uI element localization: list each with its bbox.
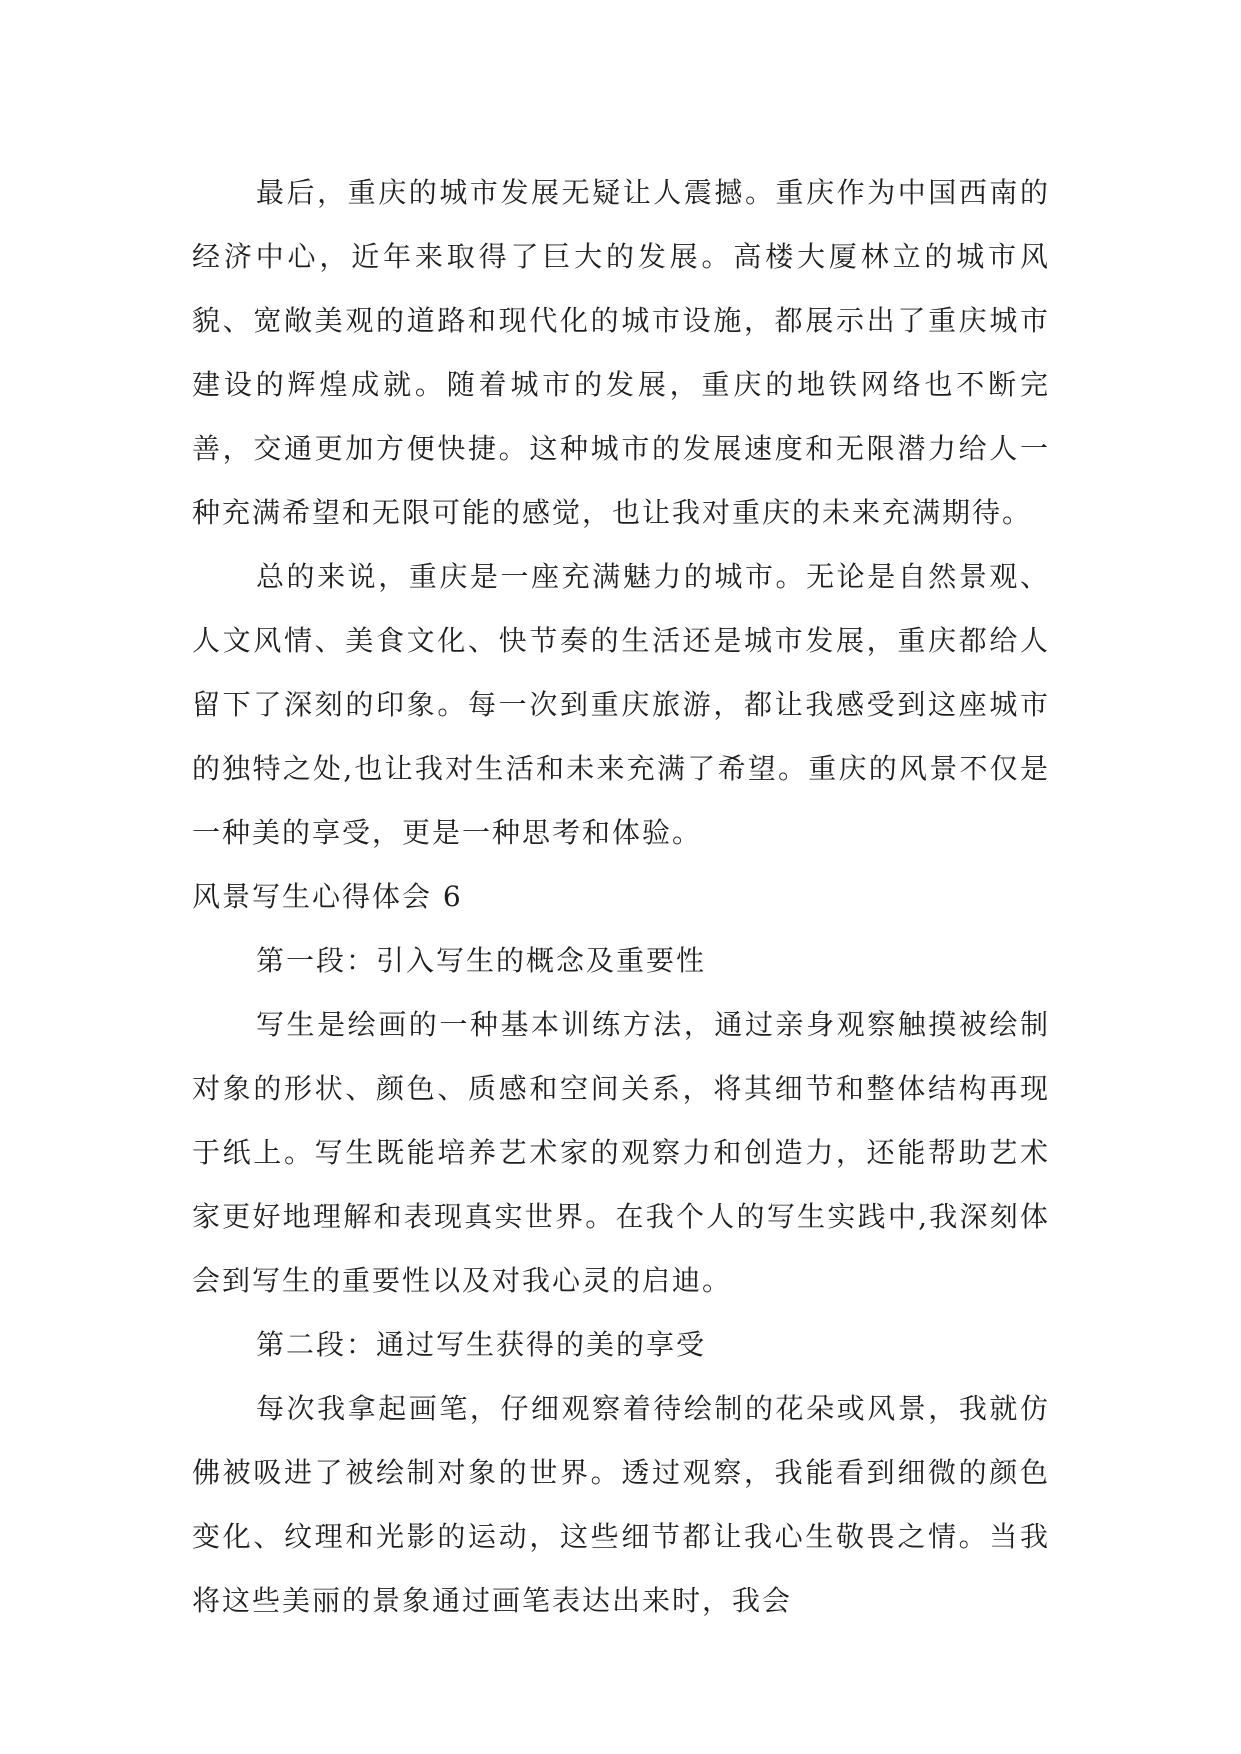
paragraph-sketching-intro: 写生是绘画的一种基本训练方法，通过亲身观察触摸被绘制对象的形状、颜色、质感和空间关系，将其细节和整体结构再现于纸上。写生既能培养艺术家的观察力和创造力，还能帮助艺术家更好地理解和表现真实世界。在我个人的写生实践中,我深刻体会到写生的重要性以及对我心灵的启迪。 <box>192 1008 1050 1297</box>
subheading-part-two: 第二段：通过写生获得的美的享受 <box>256 1328 707 1361</box>
section-title: 风景写生心得体会 6 <box>192 880 463 913</box>
document-body <box>192 161 1050 1633</box>
paragraph-chongqing-summary: 总的来说，重庆是一座充满魅力的城市。无论是自然景观、人文风情、美食文化、快节奏的生活还是城市发展，重庆都给人留下了深刻的印象。每一次到重庆旅游，都让我感受到这座城市的独特之处,也让我对生活和未来充满了希望。重庆的风景不仅是一种美的享受，更是一种思考和体验。 <box>192 560 1050 849</box>
paragraph-chongqing-development: 最后，重庆的城市发展无疑让人震撼。重庆作为中国西南的经济中心，近年来取得了巨大的发展。高楼大厦林立的城市风貌、宽敞美观的道路和现代化的城市设施，都展示出了重庆城市建设的辉煌成就。随着城市的发展，重庆的地铁网络也不断完善，交通更加方便快捷。这种城市的发展速度和无限潜力给人一种充满希望和无限可能的感觉，也让我对重庆的未来充满期待。 <box>192 176 1050 529</box>
paragraph-sketching-beauty: 每次我拿起画笔，仔细观察着待绘制的花朵或风景，我就仿佛被吸进了被绘制对象的世界。透过观察，我能看到细微的颜色变化、纹理和光影的运动，这些细节都让我心生敬畏之情。当我将这些美丽的景象通过画笔表达出来时，我会 <box>192 1392 1050 1617</box>
subheading-part-one: 第一段：引入写生的概念及重要性 <box>256 944 707 977</box>
